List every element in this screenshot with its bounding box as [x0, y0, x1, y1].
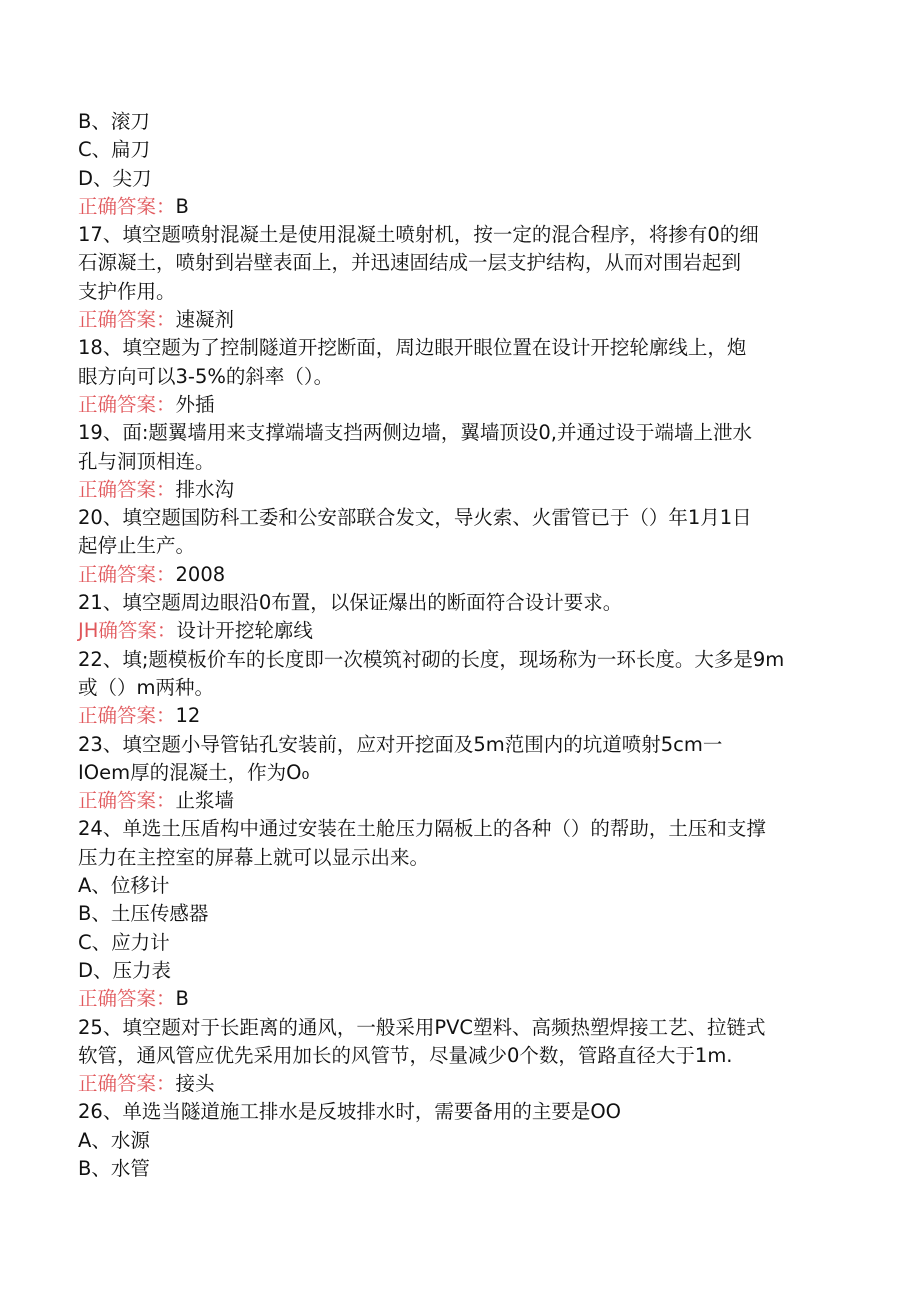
text-line: 23、填空题小导管钻孔安装前，应对开挖面及5m范围内的坑道喷射5cm一	[78, 732, 723, 756]
text-line: IOem厚的混凝土，作为O₀	[78, 760, 310, 784]
answer-line	[78, 1070, 848, 1098]
answer-line	[78, 306, 848, 334]
text-line: 孔与洞顶相连。	[78, 449, 215, 473]
text-line: B、土压传感器	[78, 902, 209, 926]
text-line: B、滚刀	[78, 110, 150, 133]
answer-value: B	[175, 194, 189, 218]
answer-label: 正确答案：	[78, 392, 176, 416]
answer-label: 正确答案：	[78, 477, 176, 501]
text-line: 压力在主控室的屏幕上就可以显示出来。	[78, 845, 430, 869]
text-line: D、压力表	[78, 958, 172, 982]
text-line: 24、单选土压盾构中通过安装在土舱压力隔板上的各种（）的帮助，土压和支撑	[78, 817, 766, 841]
answer-value: 速凝剂	[175, 308, 235, 332]
answer-label: 正确答案：	[78, 562, 176, 586]
text-line: 22、填;题模板价车的长度即一次模筑衬砌的长度，现场称为一环长度。大多是9m	[78, 647, 785, 671]
text-line: 石源凝土，喷射到岩壁表面上，并迅速固结成一层支护结构，从而对围岩起到	[78, 251, 742, 275]
text-line: B、水管	[78, 1156, 150, 1180]
text-line: A、水源	[78, 1128, 150, 1152]
answer-label: 正确答案：	[78, 987, 176, 1011]
answer-value: 2008	[175, 562, 226, 586]
text-line: D、尖刀	[78, 166, 152, 190]
answer-value: 12	[175, 704, 201, 728]
text-line: 19、面:题翼墙用来支撑端墙支挡两侧边墙，翼墙顶设0,并通过设于端墙上泄水	[78, 421, 752, 445]
text-line: 18、填空题为了控制隧道开挖断面，周边眼开眼位置在设计开挖轮廓线上，炮	[78, 336, 747, 360]
text-line: 软管，通风管应优先采用加长的风管节，尽量减少0个数，管路直径大于1m.	[78, 1043, 733, 1067]
answer-line	[78, 617, 848, 645]
document-page	[78, 108, 848, 1183]
answer-value: 排水沟	[175, 477, 235, 501]
answer-line	[78, 193, 848, 221]
text-line: C、应力计	[78, 930, 170, 954]
answer-label: 正确答案：	[78, 704, 176, 728]
answer-line	[78, 985, 848, 1013]
text-line: 眼方向可以3-5%的斜率（）。	[78, 364, 334, 388]
answer-line	[78, 476, 848, 504]
answer-value: 设计开挖轮廓线	[176, 619, 313, 643]
answer-line	[78, 702, 848, 730]
answer-label: 正确答案：	[78, 789, 176, 813]
answer-value: 接头	[175, 1072, 215, 1096]
text-line: 25、填空题对于长距离的通风，一般采用PVC塑料、高频热塑焊接工艺、拉链式	[78, 1015, 766, 1039]
answer-label: 正确答案：	[78, 1072, 176, 1096]
answer-value: 止浆墙	[175, 789, 235, 813]
text-line: 20、填空题国防科工委和公安部联合发文，导火索、火雷管已于（）年1月1日	[78, 506, 752, 530]
answer-line	[78, 561, 848, 589]
answer-value: 外插	[175, 392, 215, 416]
answer-line	[78, 391, 848, 419]
answer-label: JH确答案：	[78, 619, 177, 643]
answer-label: 正确答案：	[78, 308, 176, 332]
text-line: 17、填空题喷射混凝土是使用混凝土喷射机，按一定的混合程序，将掺有0的细	[78, 223, 759, 247]
text-line: 支护作用。	[78, 279, 176, 303]
answer-value: B	[175, 987, 189, 1011]
text-line: 或（）m两种。	[78, 675, 214, 699]
text-line: A、位移计	[78, 874, 170, 898]
text-line: 21、填空题周边眼沿0布置，以保证爆出的断面符合设计要求。	[78, 591, 623, 615]
answer-label: 正确答案：	[78, 194, 176, 218]
text-line: 起停止生产。	[78, 534, 196, 558]
text-line: C、扁刀	[78, 138, 151, 162]
answer-line	[78, 787, 848, 815]
text-line: 26、单选当隧道施工排水是反坡排水时，需要备用的主要是OO	[78, 1100, 622, 1124]
